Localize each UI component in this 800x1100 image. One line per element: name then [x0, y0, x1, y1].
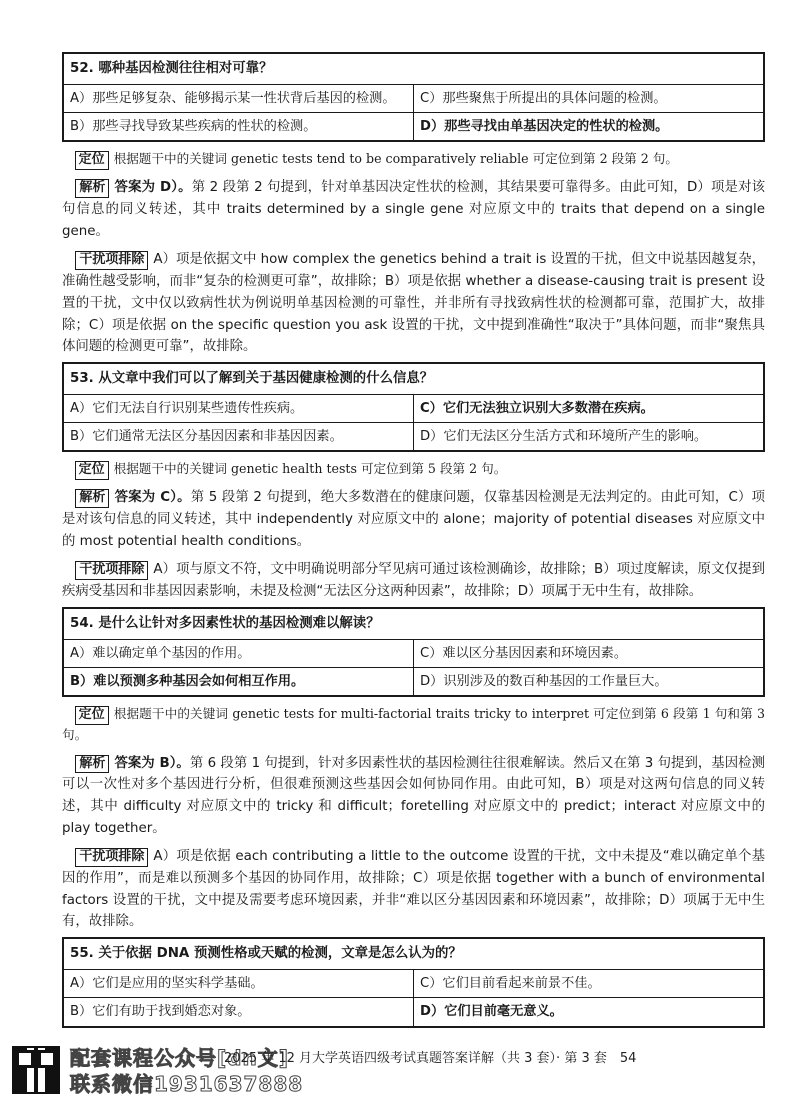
question-55-option-c: C）它们目前看起来前景不佳。 — [414, 969, 765, 997]
question-55-table — [62, 937, 765, 1027]
question-52-option-a: A）那些足够复杂、能够揭示某一性状背后基因的检测。 — [63, 84, 414, 112]
question-52-table — [62, 52, 765, 142]
question-53-option-d: D）它们无法区分生活方式和环境所产生的影响。 — [414, 423, 765, 452]
distractor-text: A）项与原文不符，文中明确说明部分罕见病可通过该检测确诊，故排除；B）项过度解读，原文仅提到疾病受基因和非基因因素影响，未提及检测“无法区分这两种因素”，故排除；D）项属于无中生有，故排除。 — [62, 562, 765, 600]
distractor-text: A）项是依据 each contributing a little to the outcome 设置的干扰，文中未提及“难以确定单个基因的作用”，而是难以预测多个基因的协同作用，故排除；C）项是依据 together with a bunch of environmental factors 设置的干扰，文中提及需要考虑环境因素，并非“难以区分基因因素和环境因素”，故排除；D）项属于无中生有，故排除。 — [62, 849, 765, 930]
question-54-option-b: B）难以预测多种基因会如何相互作用。 — [63, 667, 414, 696]
distractor-tag: 干扰项排除 — [75, 848, 148, 867]
locate-text: 根据题干中的关键词 genetic tests for multi-factorial traits tricky to interpret 可定位到第 6 段第 1 句和第 3 句。 — [62, 706, 765, 743]
question-52-option-c: C）那些聚焦于所提出的具体问题的检测。 — [414, 84, 765, 112]
question-53-locate — [62, 459, 765, 480]
answer-text: 答案为 C）。 — [114, 490, 191, 506]
question-53-option-c: C）它们无法独立识别大多数潜在疾病。 — [414, 394, 765, 422]
question-54-option-a: A）难以确定单个基因的作用。 — [63, 639, 414, 667]
question-55-option-d: D）它们目前毫无意义。 — [414, 998, 765, 1027]
answer-text: 答案为 B）。 — [114, 755, 190, 771]
qr-code-icon — [12, 1046, 60, 1094]
question-54-option-d: D）识别涉及的数百种基因的工作量巨大。 — [414, 667, 765, 696]
question-52-option-b: B）那些寻找导致某些疾病的性状的检测。 — [63, 113, 414, 142]
distractor-tag: 干扰项排除 — [75, 251, 148, 270]
question-54-option-c: C）难以区分基因因素和环境因素。 — [414, 639, 765, 667]
locate-tag: 定位 — [75, 706, 109, 725]
page-footer — [0, 1040, 800, 1100]
distractor-tag: 干扰项排除 — [75, 561, 148, 580]
locate-text: 根据题干中的关键词 genetic health tests 可定位到第 5 段第 2 句。 — [113, 461, 507, 477]
question-52-stem: 52. 哪种基因检测往往相对可靠？ — [63, 53, 764, 84]
distractor-text: A）项是依据文中 how complex the genetics behind a trait is 设置的干扰，但文中说基因越复杂，准确性越受影响，而非“复杂的检测更可靠”，故排除；B）项是依据 whether a disease-causing trait is present 设置的干扰，文中仅以致病性状为例说明单基因检测的可靠性，并非所有寻找致病性状的检测都可靠，范围扩大，故排除；C）项是依据 on the specific question you ask 设置的干扰，文中提到准确性“取决于”具体问题，而非“聚焦具体问题的检测更可靠”，故排除。 — [62, 252, 765, 355]
question-54-locate — [62, 704, 765, 745]
locate-tag: 定位 — [75, 461, 109, 480]
page-content — [62, 48, 765, 1028]
question-54-stem: 54. 是什么让针对多因素性状的基因检测难以解读？ — [63, 608, 764, 639]
locate-tag: 定位 — [75, 151, 109, 170]
question-53-distractor — [62, 559, 765, 602]
question-53-stem: 53. 从文章中我们可以了解到关于基因健康检测的什么信息？ — [63, 363, 764, 394]
question-52-locate — [62, 149, 765, 170]
watermark-line-2: 联系微信1931637888 — [70, 1072, 304, 1096]
question-54-distractor — [62, 846, 765, 933]
page-number-label: 2025 年 12 月大学英语四级考试真题答案详解（共 3 套）· 第 3 套 54 — [224, 1051, 637, 1066]
analysis-text: 第 6 段第 1 句提到，针对多因素性状的基因检测往往很难解读。然后又在第 3 句提到，基因检测可以一次性对多个基因进行分析，但很难预测这些基因会如何协同作用。由此可知，B）项是对这两句信息的同义转述，其中 difficulty 对应原文中的 tricky 和 difficult；foretelling 对应原文中的 predict；interact 对应原文中的 play together。 — [62, 755, 765, 836]
question-53-option-a: A）它们无法自行识别某些遗传性疾病。 — [63, 394, 414, 422]
question-54-table — [62, 607, 765, 697]
question-53-table — [62, 362, 765, 452]
question-53-option-b: B）它们通常无法区分基因因素和非基因因素。 — [63, 423, 414, 452]
question-52-option-d: D）那些寻找由单基因决定的性状的检测。 — [414, 113, 765, 142]
watermark-line-1: 配套课程公众号[dn文] — [70, 1046, 289, 1070]
analysis-tag: 解析 — [75, 179, 109, 198]
locate-text: 根据题干中的关键词 genetic tests tend to be comparatively reliable 可定位到第 2 段第 2 句。 — [113, 151, 678, 167]
analysis-text: 第 5 段第 2 句提到，绝大多数潜在的健康问题，仅靠基因检测是无法判定的。由此可知，C）项是对该句信息的同义转述，其中 independently 对应原文中的 alone；majority of potential diseases 对应原文中的 most potential health conditions。 — [62, 490, 765, 549]
question-55-option-b: B）它们有助于找到婚恋对象。 — [63, 998, 414, 1027]
analysis-text: 第 2 段第 2 句提到，针对单基因决定性状的检测，其结果要可靠得多。由此可知，D）项是对该句信息的同义转述，其中 traits determined by a single gene 对应原文中的 traits that depend on a single gene。 — [62, 180, 766, 239]
question-55-option-a: A）它们是应用的坚实科学基础。 — [63, 969, 414, 997]
question-52-analysis — [62, 177, 765, 242]
question-55-stem: 55. 关于依据 DNA 预测性格或天赋的检测，文章是怎么认为的？ — [63, 938, 764, 969]
question-53-analysis — [62, 487, 765, 552]
question-52-distractor — [62, 249, 765, 358]
analysis-tag: 解析 — [75, 489, 109, 508]
analysis-tag: 解析 — [75, 755, 109, 774]
answer-text: 答案为 D）。 — [114, 180, 192, 196]
question-54-analysis — [62, 753, 765, 840]
